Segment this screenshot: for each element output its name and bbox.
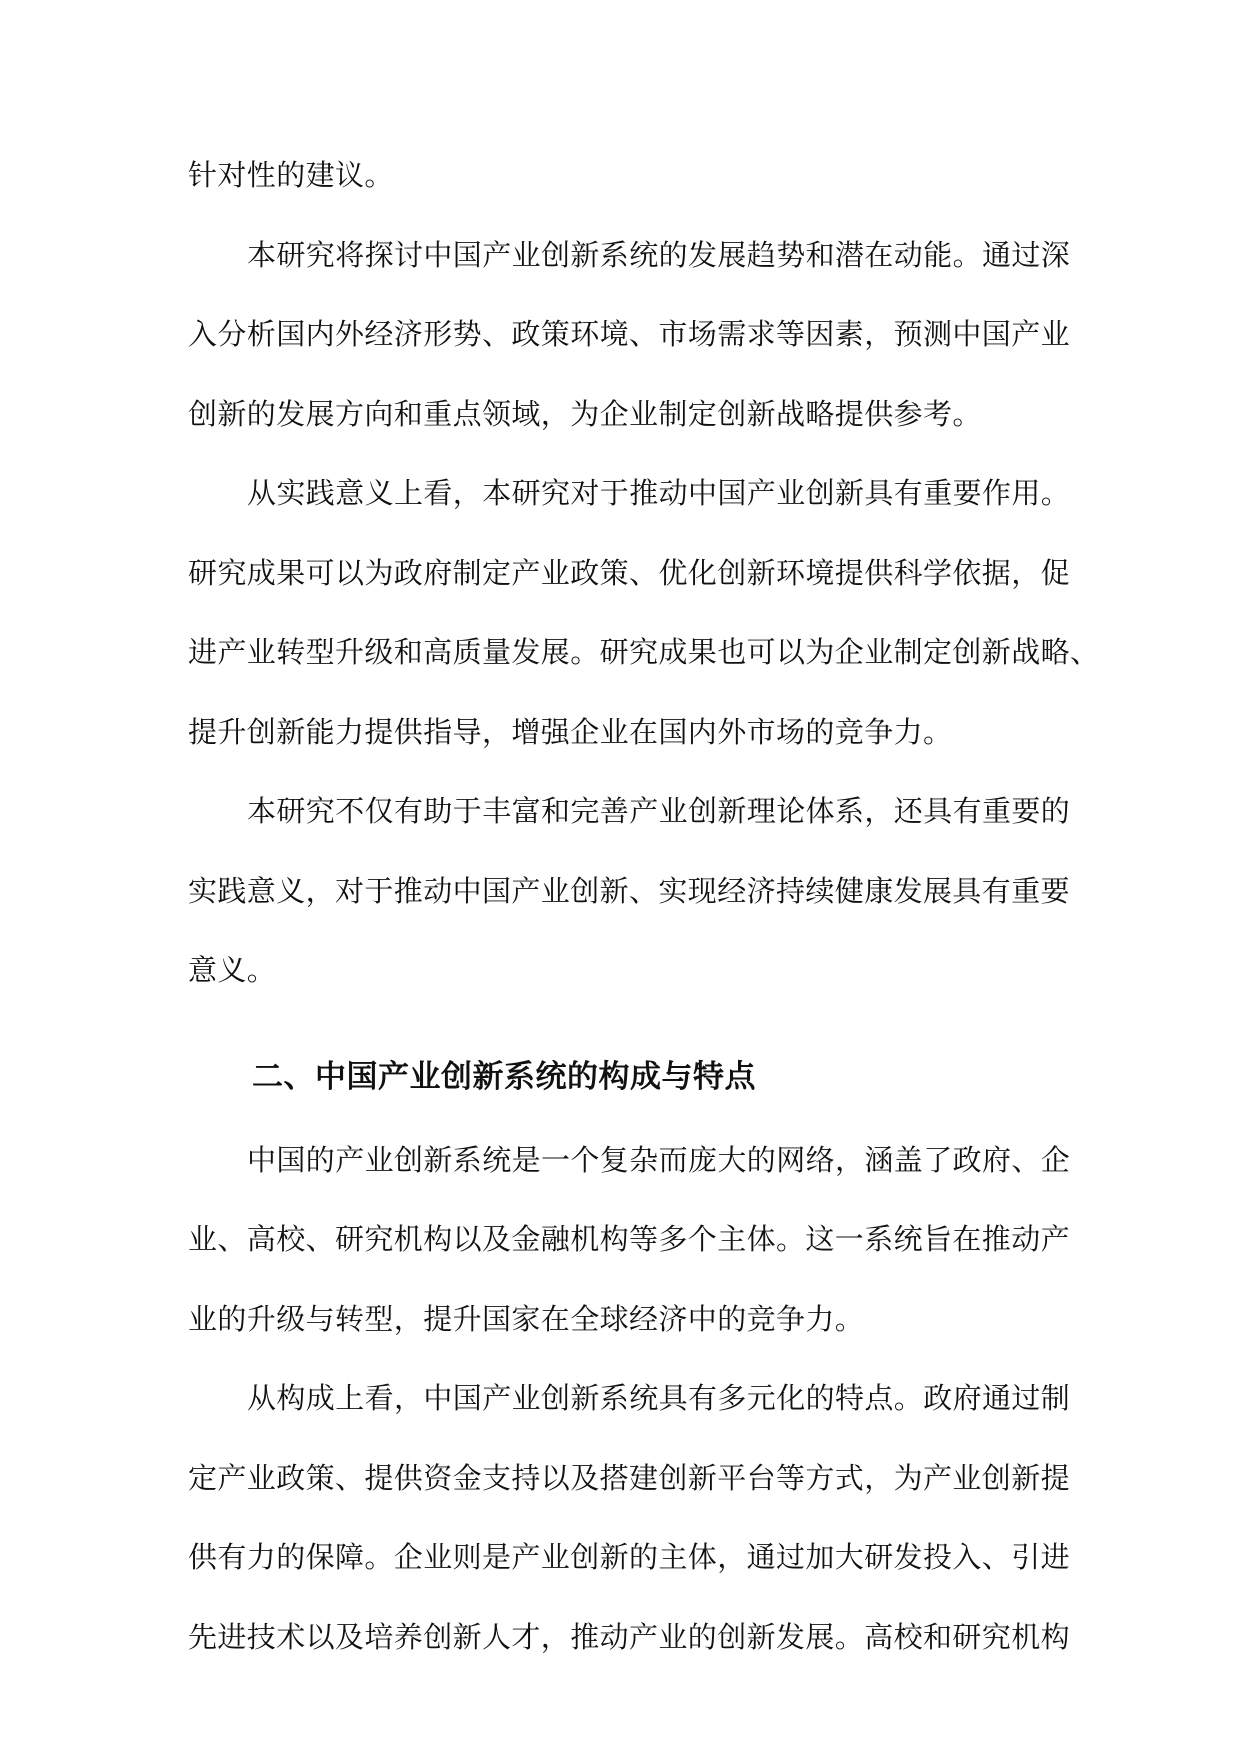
section-heading: 二、中国产业创新系统的构成与特点 [252, 1058, 756, 1095]
paragraph-line: 业、高校、研究机构以及金融机构等多个主体。这一系统旨在推动产 [188, 1222, 1071, 1256]
paragraph-line: 进产业转型升级和高质量发展。研究成果也可以为企业制定创新战略、 [188, 635, 1100, 669]
paragraph-line: 从构成上看，中国产业创新系统具有多元化的特点。政府通过制 [247, 1381, 1071, 1415]
paragraph-line: 本研究将探讨中国产业创新系统的发展趋势和潜在动能。通过深 [247, 237, 1071, 272]
paragraph-line: 研究成果可以为政府制定产业政策、优化创新环境提供科学依据，促 [188, 555, 1071, 590]
paragraph-line: 先进技术以及培养创新人才，推动产业的创新发展。高校和研究机构 [188, 1619, 1071, 1654]
section-spacer [188, 1011, 1058, 1047]
paragraph-line: 意义。 [188, 953, 277, 987]
paragraph-line: 中国的产业创新系统是一个复杂而庞大的网络，涵盖了政府、企 [247, 1142, 1071, 1177]
paragraph-line: 业的升级与转型，提升国家在全球经济中的竞争力。 [188, 1301, 865, 1336]
paragraph-line: 定产业政策、提供资金支持以及搭建创新平台等方式，为产业创新提 [188, 1460, 1071, 1495]
paragraph-line: 实践意义，对于推动中国产业创新、实现经济持续健康发展具有重要 [188, 873, 1071, 908]
paragraph-line: 创新的发展方向和重点领域，为企业制定创新战略提供参考。 [188, 396, 982, 431]
paragraph-line: 本研究不仅有助于丰富和完善产业创新理论体系，还具有重要的 [247, 794, 1071, 828]
document-body [188, 136, 1100, 1677]
paragraph-line: 供有力的保障。企业则是产业创新的主体，通过加大研发投入、引进 [188, 1540, 1071, 1574]
paragraph-line: 入分析国内外经济形势、政策环境、市场需求等因素，预测中国产业 [188, 317, 1071, 351]
paragraph-line: 提升创新能力提供指导，增强企业在国内外市场的竞争力。 [188, 714, 953, 749]
paragraph-line: 从实践意义上看，本研究对于推动中国产业创新具有重要作用。 [247, 476, 1071, 510]
paragraph-line: 针对性的建议。 [188, 158, 394, 192]
